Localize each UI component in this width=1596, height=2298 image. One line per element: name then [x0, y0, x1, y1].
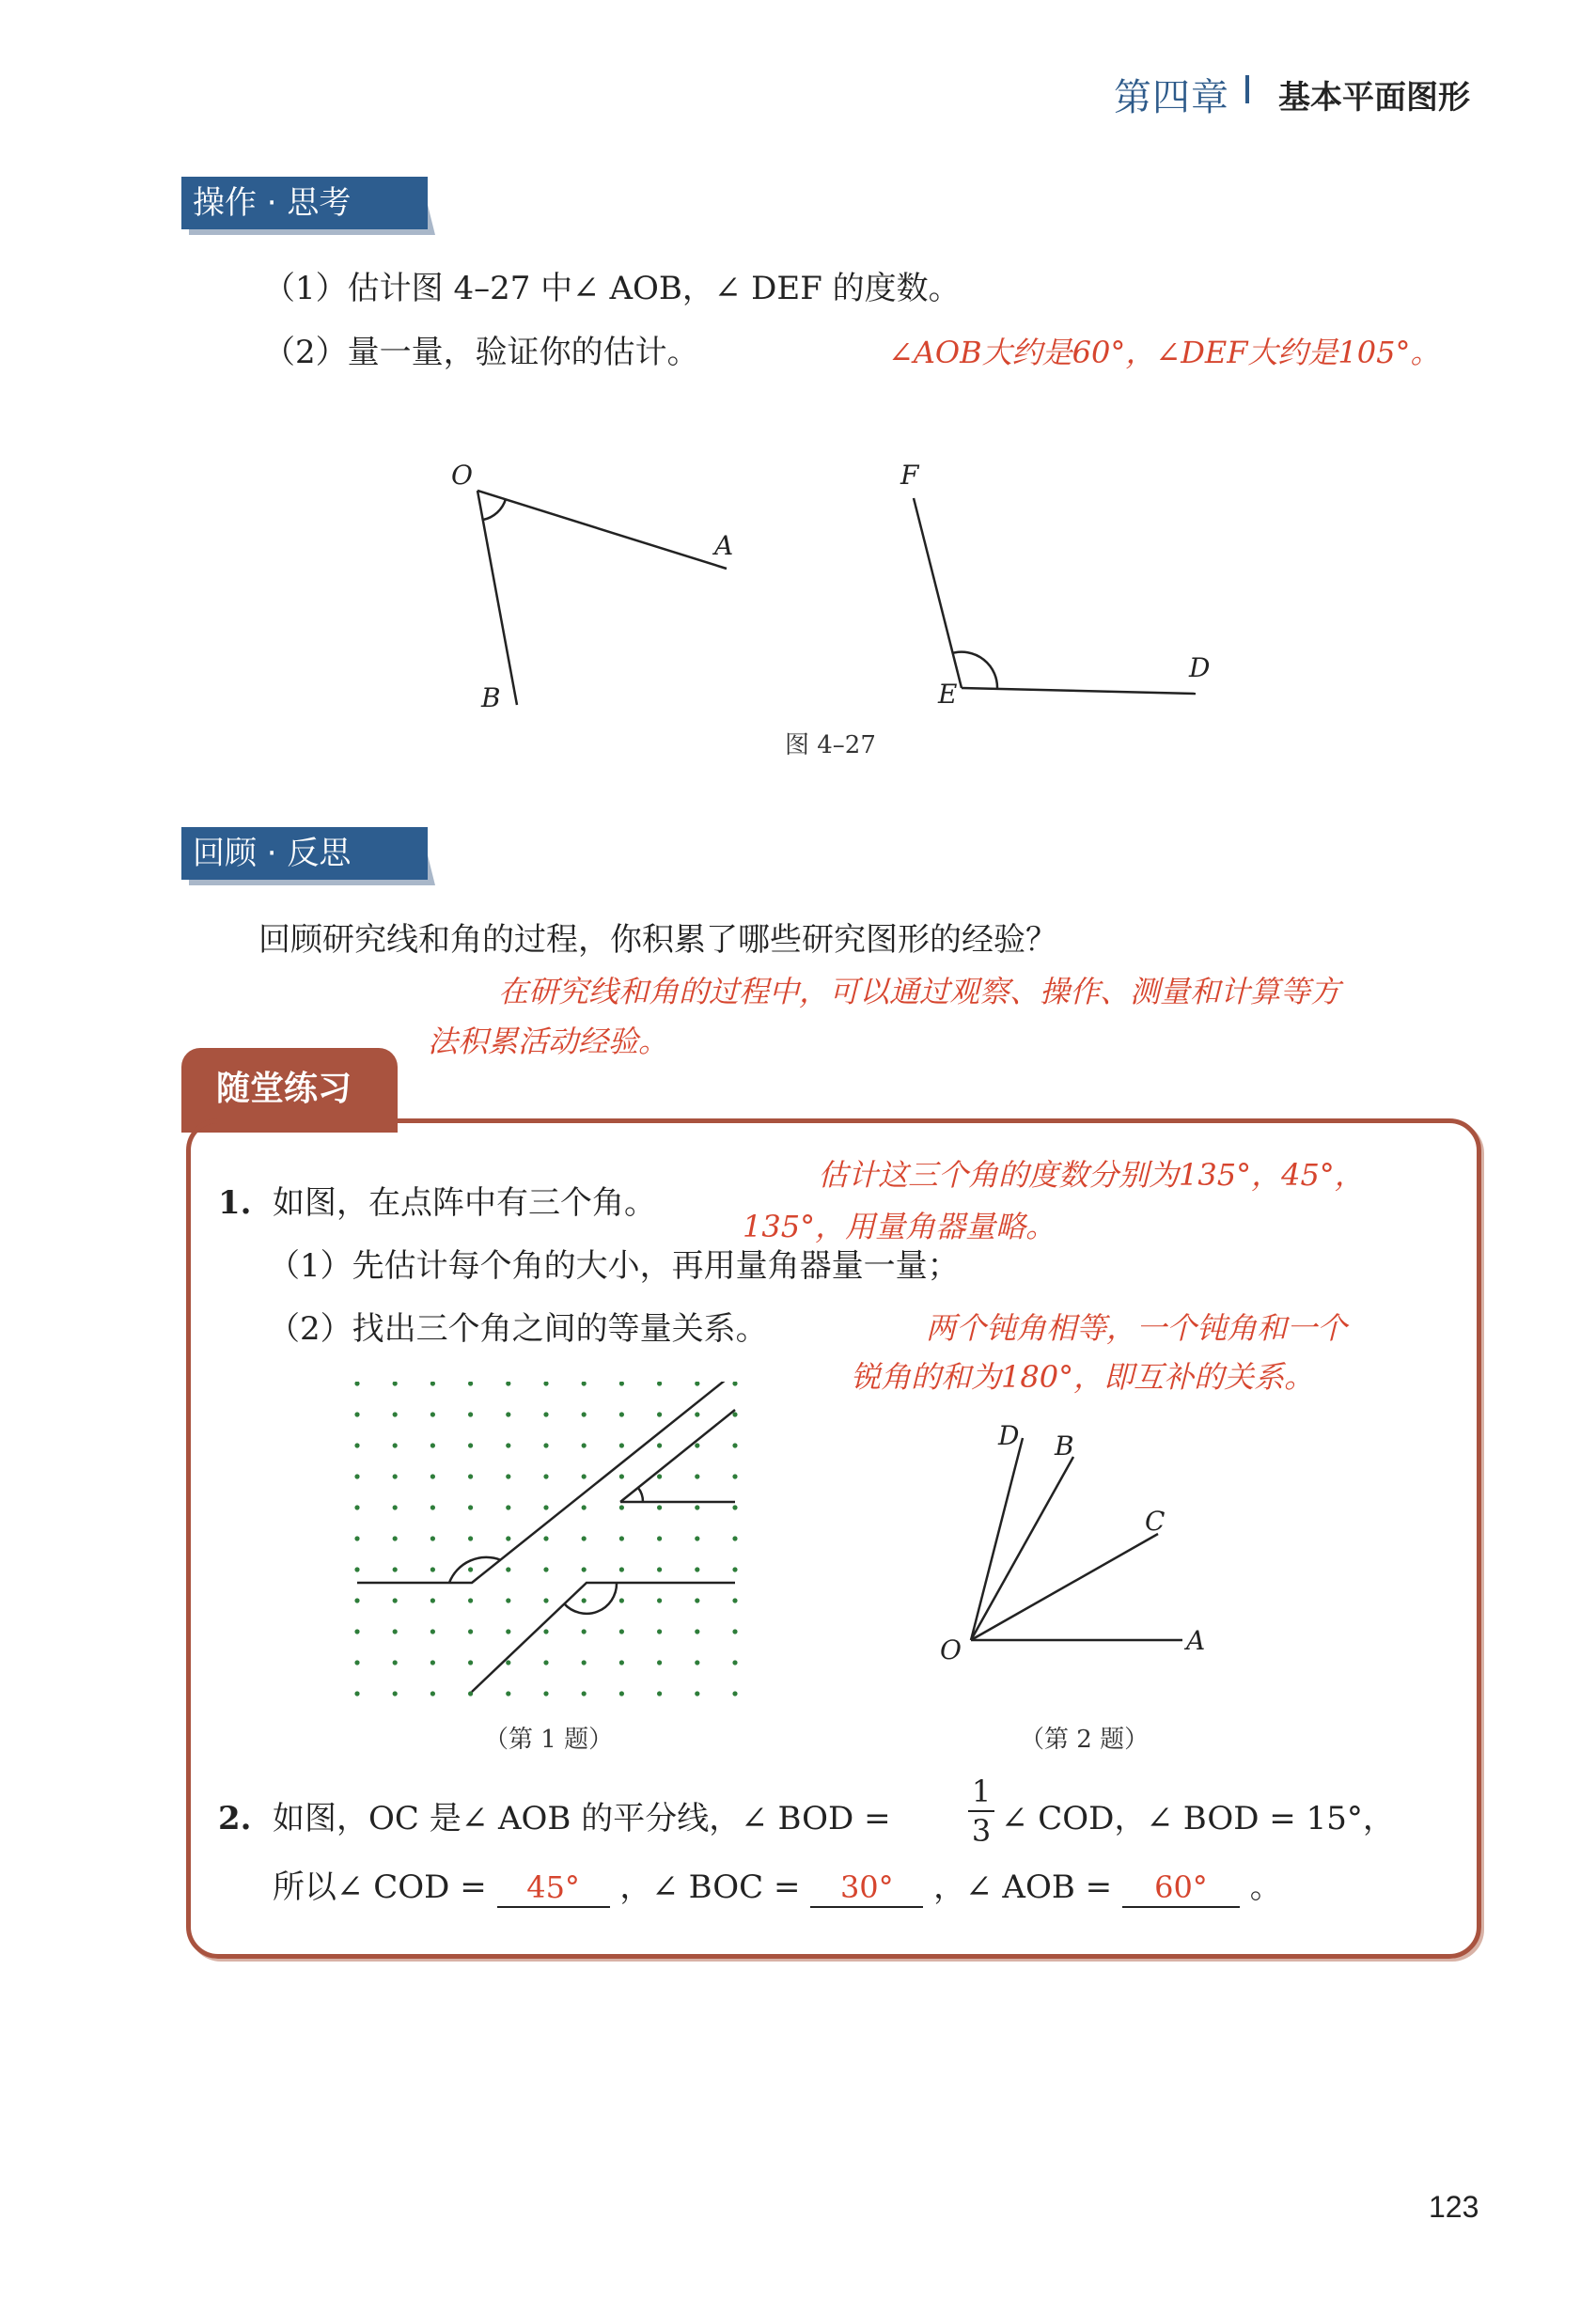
grid-dot	[657, 1505, 662, 1509]
grid-dot	[543, 1660, 548, 1665]
ray-OD	[971, 1438, 1023, 1640]
grid-dot	[582, 1536, 587, 1540]
problem-1-answer-1-line-2: 135°，用量角器量略。	[743, 1209, 1056, 1244]
boc-answer: 30°	[839, 1869, 894, 1905]
problem-1-answer-2-line-1: 两个钝角相等，一个钝角和一个	[926, 1310, 1348, 1346]
grid-dot	[582, 1629, 587, 1634]
grid-dot	[393, 1505, 398, 1509]
grid-dot	[393, 1474, 398, 1478]
grid-dot	[695, 1443, 699, 1447]
grid-dot	[506, 1536, 510, 1540]
label-B: B	[481, 682, 501, 713]
grid-dot	[354, 1474, 359, 1478]
grid-dot	[430, 1443, 435, 1447]
ray-OB	[477, 491, 517, 705]
problem-2-boc-label: ，∠ BOC =	[619, 1868, 801, 1906]
practice-title: 随堂练习	[216, 1070, 352, 1108]
ray-OB	[971, 1457, 1073, 1640]
grid-dot	[732, 1412, 737, 1416]
chapter-label: 第四章	[1114, 76, 1229, 119]
grid-dot	[430, 1474, 435, 1478]
page-number: 123	[1429, 2190, 1479, 2224]
grid-dot	[582, 1505, 587, 1509]
fig2-label-C: C	[1145, 1506, 1166, 1537]
section-heading-operate-label: 操作 · 思考	[181, 177, 428, 229]
ray-OA	[477, 491, 727, 569]
grid-dot	[543, 1629, 548, 1634]
grid-dot	[393, 1443, 398, 1447]
grid-dot	[732, 1505, 737, 1509]
grid-dot	[506, 1505, 510, 1509]
section-heading-operate	[181, 177, 428, 229]
grid-dot	[506, 1443, 510, 1447]
grid-dot	[619, 1382, 624, 1386]
grid-dot	[732, 1598, 737, 1602]
label-A: A	[714, 530, 734, 561]
fig2-label-D: D	[998, 1420, 1020, 1451]
problem-1-number: 1.	[218, 1184, 252, 1222]
angle-arc-DEF	[952, 652, 997, 689]
angle-1-lines	[357, 1382, 735, 1583]
grid-dot	[354, 1691, 359, 1696]
boc-blank	[810, 1868, 923, 1908]
problem-2-aob-label: ，∠ AOB =	[933, 1868, 1113, 1906]
grid-dot	[582, 1691, 587, 1696]
grid-dot	[430, 1598, 435, 1602]
problem-2-cod-label: 所以∠ COD =	[273, 1868, 487, 1906]
grid-dot	[430, 1629, 435, 1634]
grid-dot	[543, 1691, 548, 1696]
fig2-label-O: O	[940, 1634, 962, 1665]
grid-dot	[430, 1660, 435, 1665]
grid-dot	[619, 1660, 624, 1665]
grid-dot	[543, 1443, 548, 1447]
grid-dot	[695, 1691, 699, 1696]
grid-dot	[619, 1443, 624, 1447]
grid-dot	[354, 1567, 359, 1571]
problem-1-text: 如图，在点阵中有三个角。	[273, 1184, 656, 1222]
grid-dot	[506, 1412, 510, 1416]
problem-2-fraction	[968, 1774, 994, 1848]
grid-dot	[468, 1443, 473, 1447]
grid-dot	[582, 1443, 587, 1447]
grid-dot	[543, 1474, 548, 1478]
grid-dot	[695, 1382, 699, 1386]
grid-dot	[354, 1382, 359, 1386]
grid-dot	[468, 1536, 473, 1540]
grid-dot	[468, 1660, 473, 1665]
grid-dot	[619, 1598, 624, 1602]
chapter-title: 基本平面图形	[1278, 79, 1470, 117]
fraction-denominator: 3	[971, 1813, 992, 1849]
operate-question-2: （2）量一量，验证你的估计。	[263, 334, 699, 371]
fig2-label-B: B	[1055, 1430, 1074, 1462]
problem-2-number: 2.	[218, 1800, 252, 1837]
grid-dot	[543, 1567, 548, 1571]
grid-dot	[695, 1536, 699, 1540]
grid-dot	[543, 1505, 548, 1509]
grid-dot	[354, 1412, 359, 1416]
grid-dot	[732, 1382, 737, 1386]
review-question: 回顾研究线和角的过程，你积累了哪些研究图形的经验？	[258, 921, 1057, 959]
grid-dot	[354, 1505, 359, 1509]
grid-dot	[732, 1536, 737, 1540]
grid-dot	[468, 1598, 473, 1602]
grid-dot	[354, 1536, 359, 1540]
fraction-numerator: 1	[971, 1774, 992, 1809]
problem-1-answer-2-line-2: 锐角的和为180°，即互补的关系。	[851, 1359, 1315, 1395]
grid-dot	[468, 1412, 473, 1416]
operate-question-1: （1）估计图 4–27 中∠ AOB，∠ DEF 的度数。	[263, 270, 961, 307]
problem-2-figure-caption: （第 2 题）	[1020, 1726, 1150, 1754]
grid-dot	[657, 1567, 662, 1571]
grid-dot	[657, 1412, 662, 1416]
grid-dot	[393, 1536, 398, 1540]
grid-dot	[506, 1474, 510, 1478]
grid-dot	[619, 1691, 624, 1696]
label-F: F	[900, 460, 919, 491]
grid-dot	[732, 1629, 737, 1634]
grid-dot	[354, 1443, 359, 1447]
grid-dot	[582, 1412, 587, 1416]
grid-dot	[506, 1598, 510, 1602]
grid-dot	[657, 1536, 662, 1540]
grid-dot	[506, 1691, 510, 1696]
grid-dot	[657, 1629, 662, 1634]
problem-1-answer-1-line-1: 估计这三个角的度数分别为135°，45°，	[818, 1157, 1365, 1193]
problem-1-dot-grid-figure	[348, 1382, 752, 1701]
grid-dot	[354, 1598, 359, 1602]
fig2-label-A: A	[1186, 1625, 1206, 1656]
problem-2-text-a: 如图，OC 是∠ AOB 的平分线，∠ BOD =	[273, 1800, 891, 1837]
grid-dot	[657, 1443, 662, 1447]
grid-dot	[657, 1382, 662, 1386]
grid-dot	[430, 1567, 435, 1571]
grid-dot	[619, 1567, 624, 1571]
grid-dot	[657, 1660, 662, 1665]
grid-dot	[506, 1567, 510, 1571]
label-E: E	[938, 679, 958, 710]
grid-dot	[468, 1567, 473, 1571]
angle-2-arc	[638, 1488, 643, 1502]
grid-dot	[695, 1660, 699, 1665]
grid-dot	[468, 1505, 473, 1509]
grid-dot	[582, 1474, 587, 1478]
fraction-bar	[968, 1810, 994, 1812]
grid-dot	[543, 1598, 548, 1602]
figure-4-27	[432, 451, 1241, 761]
problem-2-text-b: ∠ COD，∠ BOD = 15°，	[1001, 1800, 1395, 1837]
label-O: O	[451, 460, 473, 491]
grid-dot	[543, 1382, 548, 1386]
grid-dot	[732, 1567, 737, 1571]
aob-answer: 60°	[1154, 1869, 1208, 1905]
grid-dot	[582, 1660, 587, 1665]
grid-dot	[430, 1412, 435, 1416]
grid-dot	[695, 1629, 699, 1634]
grid-dot	[468, 1629, 473, 1634]
grid-dot	[393, 1598, 398, 1602]
grid-dot	[619, 1629, 624, 1634]
header-divider	[1245, 75, 1249, 103]
angle-2-ray	[620, 1410, 735, 1502]
review-answer-line-1: 在研究线和角的过程中，可以通过观察、操作、测量和计算等方	[498, 974, 1341, 1009]
grid-dot	[732, 1660, 737, 1665]
figure-4-27-caption: 图 4–27	[785, 731, 876, 759]
operate-answer: ∠AOB大约是60°，∠DEF大约是105°。	[888, 335, 1441, 370]
section-heading-review-label: 回顾 · 反思	[181, 827, 428, 880]
problem-1-figure-caption: （第 1 题）	[484, 1726, 614, 1754]
section-heading-review	[181, 827, 428, 880]
cod-blank	[497, 1868, 610, 1908]
angle-arc-AOB	[483, 499, 506, 520]
grid-dot	[430, 1691, 435, 1696]
grid-dot	[468, 1474, 473, 1478]
grid-dot	[506, 1629, 510, 1634]
grid-dot	[582, 1598, 587, 1602]
grid-dot	[506, 1660, 510, 1665]
grid-dot	[695, 1567, 699, 1571]
ray-OC	[971, 1534, 1158, 1640]
grid-dot	[543, 1536, 548, 1540]
grid-dot	[695, 1505, 699, 1509]
grid-dot	[393, 1660, 398, 1665]
grid-dot	[430, 1536, 435, 1540]
grid-dot	[695, 1412, 699, 1416]
problem-2-end: 。	[1249, 1868, 1282, 1906]
grid-dot	[468, 1382, 473, 1386]
grid-dot	[695, 1598, 699, 1602]
grid-dot	[582, 1567, 587, 1571]
grid-dot	[732, 1691, 737, 1696]
grid-dot	[543, 1412, 548, 1416]
grid-dot	[393, 1412, 398, 1416]
grid-dot	[393, 1629, 398, 1634]
grid-dot	[657, 1598, 662, 1602]
label-D: D	[1189, 652, 1211, 683]
grid-dot	[619, 1474, 624, 1478]
grid-dot	[506, 1382, 510, 1386]
grid-dot	[354, 1660, 359, 1665]
grid-dot	[393, 1691, 398, 1696]
cod-answer: 45°	[526, 1869, 580, 1905]
problem-1-sub-2: （2）找出三个角之间的等量关系。	[268, 1310, 768, 1348]
review-answer-line-2: 法积累活动经验。	[428, 1024, 669, 1059]
grid-dot	[619, 1412, 624, 1416]
ray-EF	[914, 498, 962, 688]
grid-dot	[657, 1691, 662, 1696]
problem-2-rays-figure	[931, 1410, 1241, 1682]
grid-dot	[657, 1474, 662, 1478]
grid-dot	[619, 1536, 624, 1540]
problem-1-sub-1: （1）先估计每个角的大小，再用量角器量一量；	[268, 1247, 960, 1285]
grid-dot	[732, 1443, 737, 1447]
grid-dot	[732, 1474, 737, 1478]
grid-dot	[582, 1382, 587, 1386]
grid-dot	[430, 1382, 435, 1386]
grid-dot	[619, 1505, 624, 1509]
problem-2-line-2	[273, 1868, 1282, 1908]
grid-dot	[695, 1474, 699, 1478]
grid-dot	[393, 1567, 398, 1571]
grid-dot	[430, 1505, 435, 1509]
aob-blank	[1122, 1868, 1240, 1908]
grid-dot	[354, 1629, 359, 1634]
grid-dot	[393, 1382, 398, 1386]
